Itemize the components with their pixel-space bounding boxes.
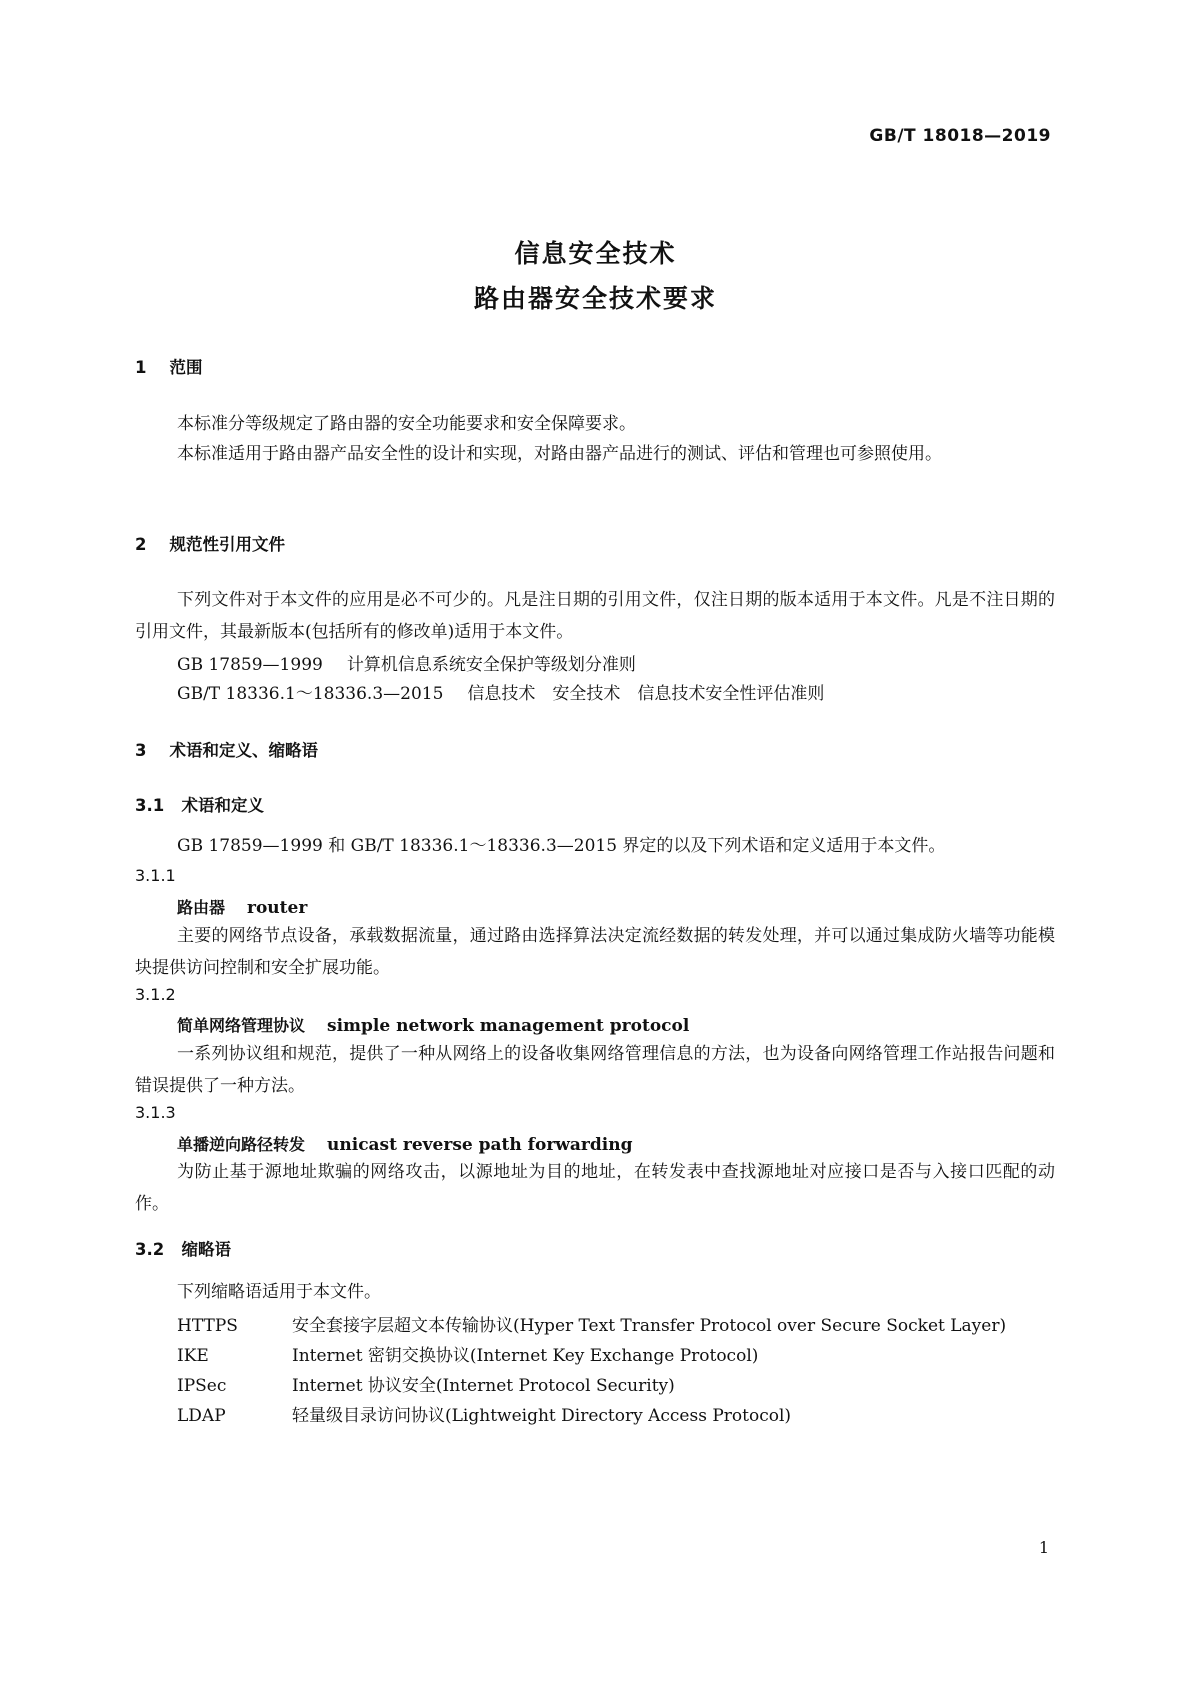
section-title: 术语和定义、缩略语 (169, 741, 318, 760)
paragraph: 下列文件对于本文件的应用是必不可少的。凡是注日期的引用文件，仅注日期的版本适用于本文件。凡是不注日期的引用文件，其最新版本(包括所有的修改单)适用于本文件。 (135, 590, 1055, 642)
section-number: 3.2 (135, 1240, 165, 1259)
abbreviation-item (177, 1341, 758, 1366)
section-number: 3.1 (135, 796, 165, 815)
reference-name: 计算机信息系统安全保护等级划分准则 (346, 655, 636, 675)
section-number: 1 (135, 358, 147, 377)
term-name-en: unicast reverse path forwarding (327, 1135, 633, 1155)
document-title-line2: 路由器安全技术要求 (473, 284, 717, 313)
paragraph: 下列缩略语适用于本文件。 (177, 1282, 381, 1302)
abbreviation-key: LDAP (177, 1406, 226, 1426)
abbreviation-key: IPSec (177, 1376, 227, 1396)
section-number: 2 (135, 535, 147, 554)
term-name-zh: 单播逆向路径转发 (177, 1135, 306, 1154)
abbreviation-value: 轻量级目录访问协议(Lightweight Directory Access Protocol) (292, 1406, 792, 1426)
reference-item (177, 650, 636, 675)
reference-name: 信息技术 安全技术 信息技术安全性评估准则 (467, 684, 825, 704)
standard-code: GB/T 18018—2019 (869, 126, 1051, 146)
section-title: 范围 (169, 358, 203, 377)
section-1-heading (135, 354, 202, 378)
abbreviation-item (177, 1371, 675, 1396)
term-name (177, 895, 307, 918)
section-title: 规范性引用文件 (169, 535, 285, 554)
term-number: 3.1.3 (135, 1103, 176, 1122)
term-definition: 主要的网络节点设备，承载数据流量，通过路由选择算法决定流经数据的转发处理，并可以通过集成防火墙等功能模块提供访问控制和安全扩展功能。 (135, 926, 1055, 978)
term-name-en: simple network management protocol (327, 1016, 690, 1036)
abbreviation-value: Internet 协议安全(Internet Protocol Security) (292, 1376, 675, 1396)
abbreviation-item (177, 1401, 791, 1426)
section-title: 缩略语 (181, 1240, 231, 1259)
subsection-3-1-heading (135, 792, 264, 816)
reference-code: GB 17859—1999 (177, 655, 323, 675)
section-2-heading (135, 531, 285, 555)
page-number: 1 (1038, 1538, 1049, 1557)
term-name-zh: 路由器 (177, 898, 226, 917)
document-title-line1: 信息安全技术 (514, 239, 677, 268)
term-name-zh: 简单网络管理协议 (177, 1016, 306, 1035)
abbreviation-item (177, 1311, 1006, 1336)
term-number: 3.1.1 (135, 866, 176, 885)
term-name (177, 1013, 689, 1036)
subsection-3-2-heading (135, 1236, 231, 1260)
abbreviation-key: IKE (177, 1346, 209, 1366)
term-number: 3.1.2 (135, 985, 176, 1004)
section-number: 3 (135, 741, 147, 760)
section-3-heading (135, 737, 318, 761)
term-definition: 一系列协议组和规范，提供了一种从网络上的设备收集网络管理信息的方法，也为设备向网络管理工作站报告问题和错误提供了一种方法。 (135, 1044, 1055, 1096)
term-name-en: router (247, 898, 308, 918)
paragraph: 本标准适用于路由器产品安全性的设计和实现，对路由器产品进行的测试、评估和管理也可参照使用。 (177, 444, 942, 464)
section-title: 术语和定义 (181, 796, 264, 815)
paragraph: GB 17859—1999 和 GB/T 18336.1～18336.3—2015 界定的以及下列术语和定义适用于本文件。 (177, 836, 946, 856)
abbreviation-key: HTTPS (177, 1316, 238, 1336)
paragraph: 本标准分等级规定了路由器的安全功能要求和安全保障要求。 (177, 414, 636, 434)
term-name (177, 1132, 632, 1155)
term-definition: 为防止基于源地址欺骗的网络攻击，以源地址为目的地址，在转发表中查找源地址对应接口是否与入接口匹配的动作。 (135, 1162, 1055, 1214)
reference-item (177, 679, 824, 704)
abbreviation-value: Internet 密钥交换协议(Internet Key Exchange Protocol) (292, 1346, 759, 1366)
abbreviation-value: 安全套接字层超文本传输协议(Hyper Text Transfer Protocol over Secure Socket Layer) (292, 1316, 1007, 1336)
reference-code: GB/T 18336.1～18336.3—2015 (177, 684, 444, 704)
